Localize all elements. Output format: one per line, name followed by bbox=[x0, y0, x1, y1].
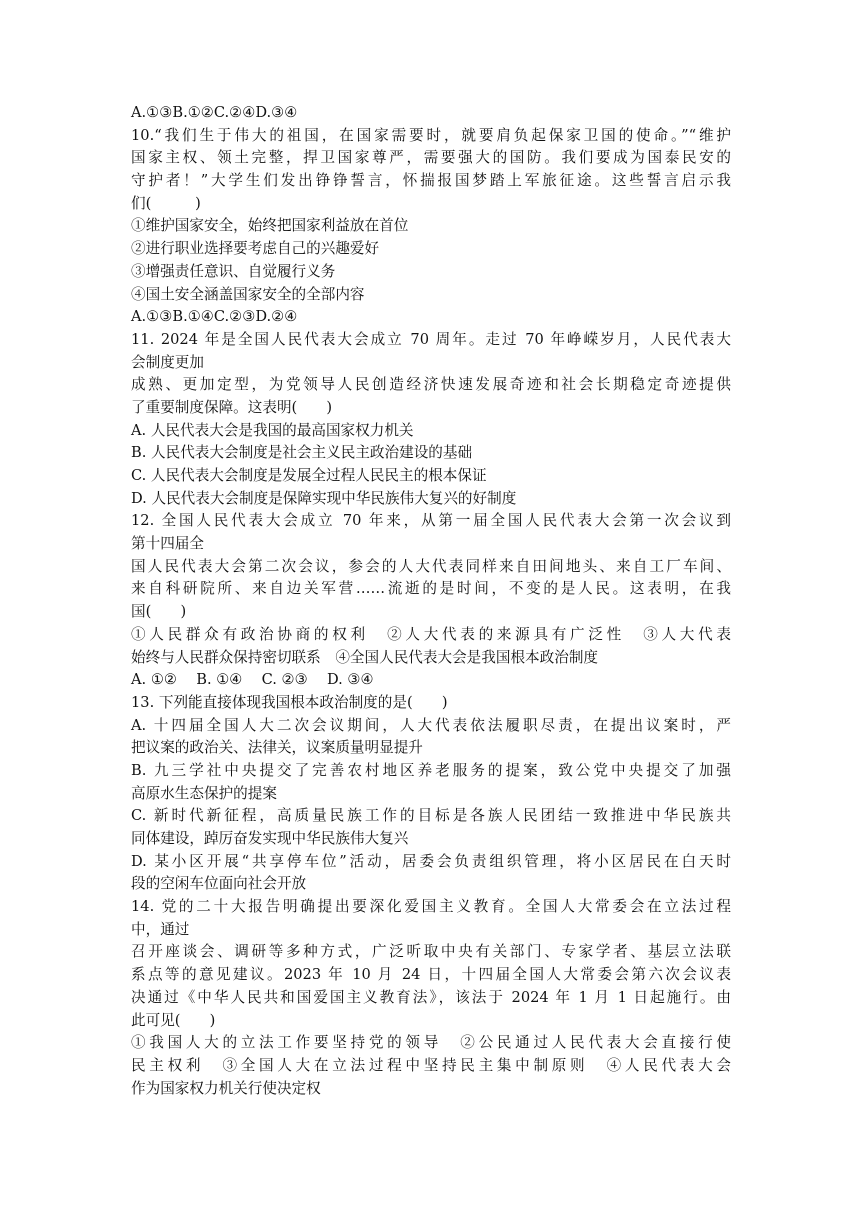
question-13-option-c: C. 新时代新征程，高质量民族工作的目标是各族人民团结一致推进中华民族共 bbox=[131, 807, 731, 825]
question-12-stem: 12. 全国人民代表大会成立 70 年来，从第一届全国人民代表大会第一次会议到 bbox=[131, 512, 731, 530]
question-14-statements: ①我国人大的立法工作要坚持党的领导 ②公民通过人民代表大会直接行使 bbox=[131, 1034, 731, 1052]
question-14-stem: 召开座谈会、调研等多种方式，广泛听取中央有关部门、专家学者、基层立法联 bbox=[131, 943, 731, 961]
question-14-stem: 14. 党的二十大报告明确提出要深化爱国主义教育。全国人大常委会在立法过程 bbox=[131, 898, 731, 916]
question-14-stem: 此可见( ) bbox=[131, 1011, 216, 1029]
question-13-stem: 13. 下列能直接体现我国根本政治制度的是( ) bbox=[131, 693, 448, 711]
question-11-stem: 成熟、更加定型，为党领导人民创造经济快速发展奇迹和社会长期稳定奇迹提供 bbox=[131, 376, 731, 394]
question-11-stem: 会制度更加 bbox=[131, 353, 204, 371]
question-14-statements: 作为国家权力机关行使决定权 bbox=[131, 1079, 321, 1097]
question-13-option-d: 段的空闲车位面向社会开放 bbox=[131, 875, 307, 893]
question-11-option-d: D. 人民代表大会制度是保障实现中华民族伟大复兴的好制度 bbox=[131, 489, 517, 507]
question-10-stem: 们( ) bbox=[131, 194, 201, 212]
question-10-statement: ①维护国家安全，始终把国家利益放在首位 bbox=[131, 217, 409, 235]
question-12-stem: 国人民代表大会第二次会议，参会的人大代表同样来自田间地头、来自工厂车间、 bbox=[131, 557, 731, 575]
question-13-option-a: A. 十四届全国人大二次会议期间，人大代表依法履职尽责，在提出议案时，严 bbox=[131, 716, 731, 734]
question-11-stem: 了重要制度保障。这表明( ) bbox=[131, 398, 333, 416]
question-13-option-d: D. 某小区开展“共享停车位”活动，居委会负责组织管理，将小区居民在白天时 bbox=[131, 852, 731, 870]
question-12-statements: ①人民群众有政治协商的权利 ②人大代表的来源具有广泛性 ③人大代表 bbox=[131, 625, 731, 643]
question-10-stem: 守护者！”大学生们发出铮铮誓言，怀揣报国梦踏上军旅征途。这些誓言启示我 bbox=[131, 172, 731, 190]
answer-options-q12: A. ①② B. ①④ C. ②③ D. ③④ bbox=[131, 671, 374, 689]
question-10-statement: ③增强责任意识、自觉履行义务 bbox=[131, 262, 336, 280]
question-10-stem: 国家主权、领土完整，捍卫国家尊严，需要强大的国防。我们要成为国泰民安的 bbox=[131, 149, 731, 167]
question-13-option-c: 同体建设，踔厉奋发实现中华民族伟大复兴 bbox=[131, 830, 409, 847]
document-body bbox=[131, 102, 731, 1100]
answer-options-q10: A.①③B.①④C.②③D.②④ bbox=[131, 308, 298, 326]
question-11-option-b: B. 人民代表大会制度是社会主义民主政治建设的基础 bbox=[131, 444, 473, 462]
question-11-stem: 11. 2024 年是全国人民代表大会成立 70 周年。走过 70 年峥嵘岁月，人民代表大 bbox=[131, 330, 731, 348]
question-12-stem: 第十四届全 bbox=[131, 535, 204, 553]
question-12-stem: 来自科研院所、来自边关军营……流逝的是时间，不变的是人民。这表明，在我 bbox=[131, 580, 731, 598]
question-14-statements: 民主权利 ③全国人大在立法过程中坚持民主集中制原则 ④人民代表大会 bbox=[131, 1056, 731, 1074]
question-10-statement: ②进行职业选择要考虑自己的兴趣爱好 bbox=[131, 240, 380, 258]
question-10-stem: 10.“我们生于伟大的祖国，在国家需要时，就要肩负起保家卫国的使命。”“维护 bbox=[131, 126, 731, 144]
question-14-stem: 中，通过 bbox=[131, 920, 190, 938]
answer-options-q9: A.①③B.①②C.②④D.③④ bbox=[131, 104, 298, 121]
question-12-statements: 始终与人民群众保持密切联系 ④全国人民代表大会是我国根本政治制度 bbox=[131, 648, 599, 666]
question-14-stem: 决通过《中华人民共和国爱国主义教育法》，该法于 2024 年 1 月 1 日起施行。由 bbox=[131, 988, 731, 1006]
question-12-stem: 国( ) bbox=[131, 603, 187, 621]
question-11-option-a: A. 人民代表大会是我国的最高国家权力机关 bbox=[131, 421, 414, 439]
question-10-statement: ④国土安全涵盖国家安全的全部内容 bbox=[131, 285, 365, 303]
question-13-option-b: B. 九三学社中央提交了完善农村地区养老服务的提案，致公党中央提交了加强 bbox=[131, 761, 731, 779]
question-14-stem: 系点等的意见建议。2023 年 10 月 24 日，十四届全国人大常委会第六次会议表 bbox=[131, 966, 731, 984]
question-13-option-a: 把议案的政治关、法律关，议案质量明显提升 bbox=[131, 739, 423, 757]
question-11-option-c: C. 人民代表大会制度是发展全过程人民民主的根本保证 bbox=[131, 467, 487, 484]
question-13-option-b: 高原水生态保护的提案 bbox=[131, 784, 277, 802]
